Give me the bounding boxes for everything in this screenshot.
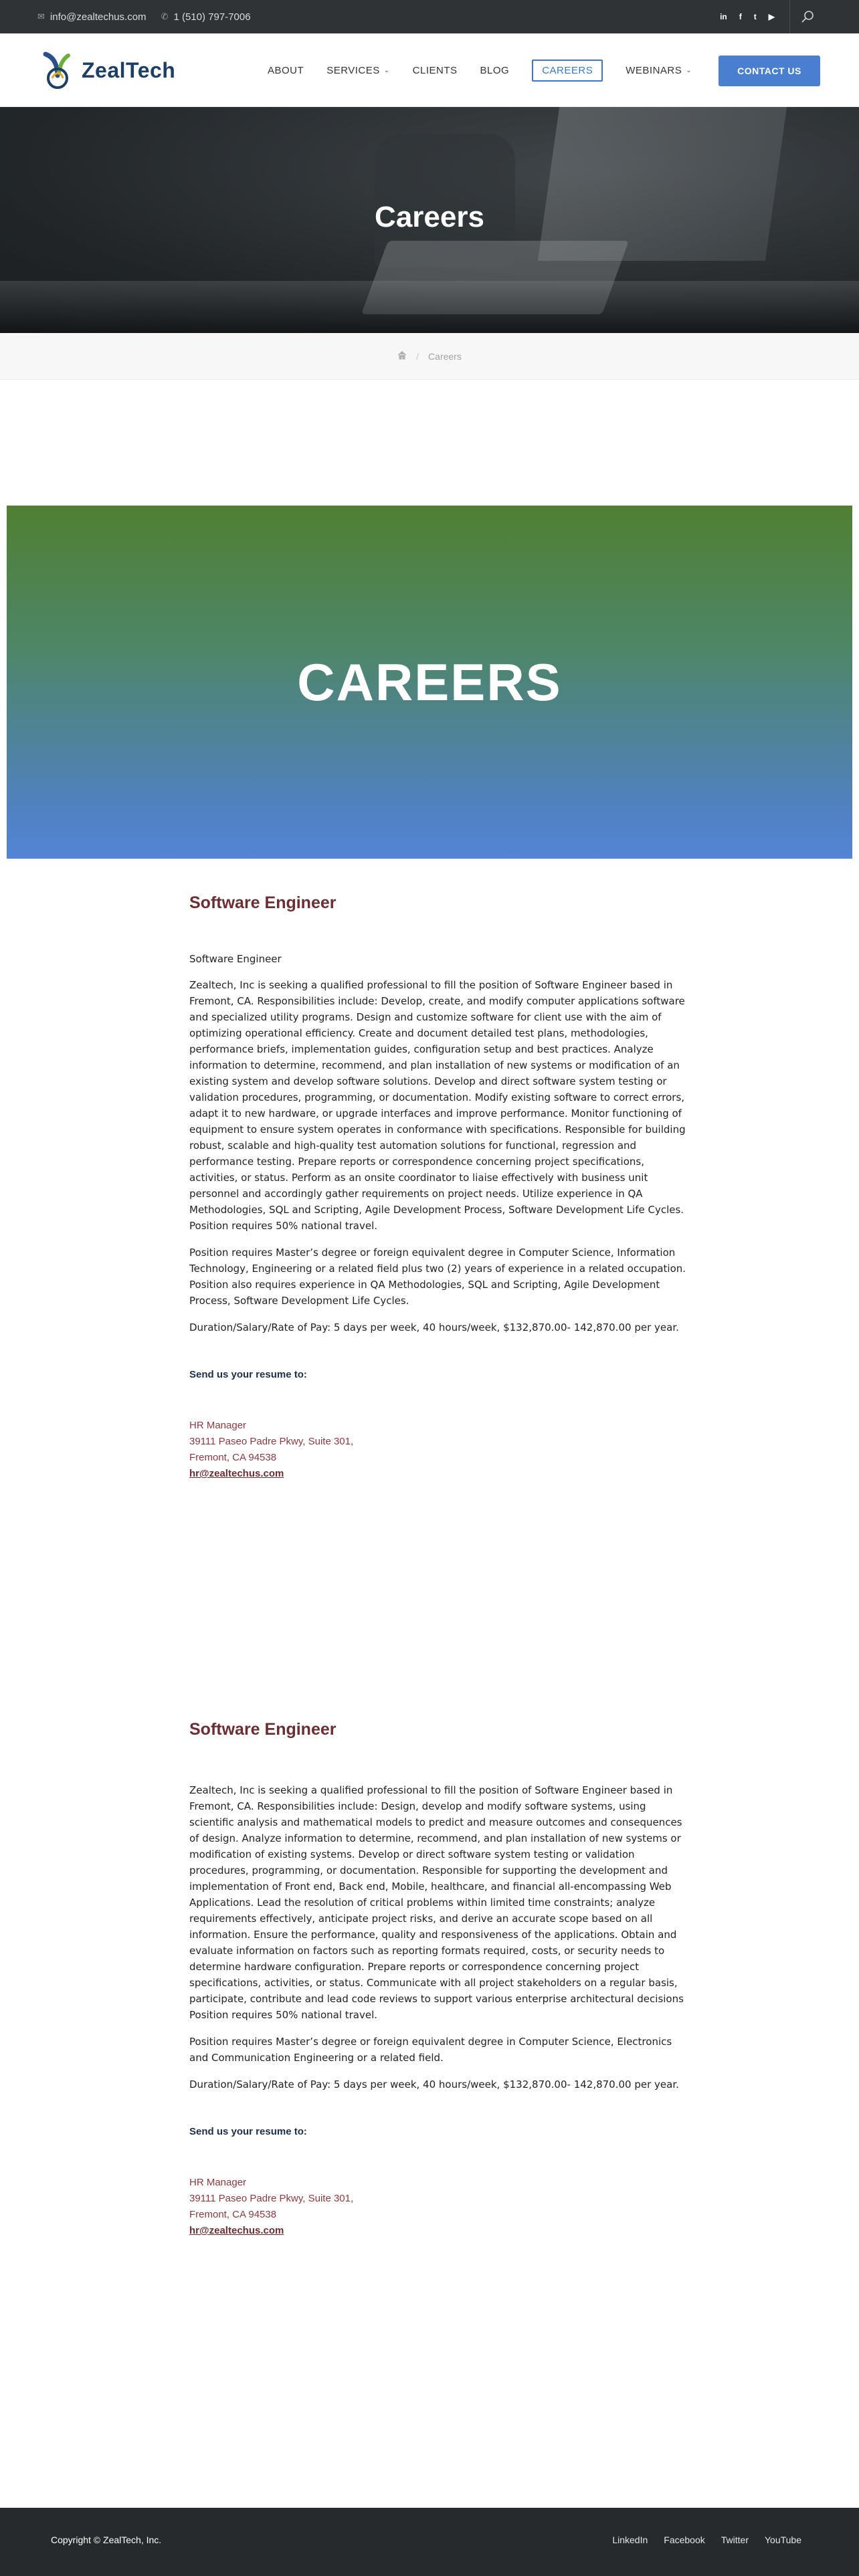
contact-address	[189, 2175, 690, 2239]
nav-about[interactable]	[268, 65, 304, 76]
phone-link[interactable]	[161, 11, 251, 23]
copyright: Copyright © ZealTech, Inc.	[51, 2535, 162, 2545]
job-subtitle: Software Engineer	[189, 953, 282, 965]
job-title: Software Engineer	[189, 893, 337, 912]
home-icon[interactable]	[397, 350, 407, 362]
job-posting	[189, 1720, 690, 2239]
job-title: Software Engineer	[189, 1720, 337, 1739]
footer-link-youtube[interactable]: YouTube	[764, 2535, 801, 2545]
breadcrumb-separator: /	[416, 350, 419, 362]
footer-links	[612, 2535, 801, 2545]
site-footer	[0, 2508, 859, 2576]
brand-name: ZealTech	[82, 58, 176, 82]
address-line: Fremont, CA 94538	[189, 2209, 277, 2220]
envelope-icon: ✉	[37, 11, 45, 21]
top-bar	[0, 0, 859, 33]
send-resume-heading: Send us your resume to:	[189, 2126, 307, 2137]
footer-link-linkedin[interactable]: LinkedIn	[612, 2535, 648, 2545]
linkedin-icon[interactable]: in	[720, 12, 727, 21]
breadcrumb	[0, 333, 859, 380]
site-header	[0, 33, 859, 107]
nav-label: SERVICES	[326, 64, 380, 76]
job-pay: Duration/Salary/Rate of Pay: 5 days per week, 40 hours/week, $132,870.00- 142,870.00 per year.	[189, 1321, 679, 1333]
banner-title: CAREERS	[297, 652, 562, 712]
send-resume-heading: Send us your resume to:	[189, 1369, 307, 1380]
footer-link-twitter[interactable]: Twitter	[721, 2535, 749, 2545]
nav-services[interactable]	[326, 65, 389, 76]
social-links	[720, 0, 775, 33]
youtube-icon[interactable]: ▶	[768, 12, 775, 21]
main-nav	[268, 33, 692, 107]
job-requirements: Position requires Master’s degree or foreign equivalent degree in Computer Science, Information Technology, Engineering or a related field plus two (2) years of experience in a related occupation. Position also requires experience in QA Methodologies, SQL and Scripting, Agile Development Process, Software Development Life Cycles.	[189, 1247, 686, 1307]
email-text: info@zealtechus.com	[50, 11, 147, 23]
job-pay: Duration/Salary/Rate of Pay: 5 days per week, 40 hours/week, $132,870.00- 142,870.00 per year.	[189, 2078, 679, 2090]
chevron-down-icon: ⌄	[383, 66, 390, 74]
job-posting	[189, 893, 690, 1482]
nav-label: CLIENTS	[412, 64, 458, 76]
page-title: Careers	[375, 201, 484, 233]
contact-address	[189, 1418, 690, 1482]
topbar-divider	[789, 0, 790, 33]
logo[interactable]	[39, 48, 175, 92]
email-link[interactable]	[37, 11, 147, 23]
careers-banner	[7, 506, 852, 859]
nav-label: WEBINARS	[626, 64, 682, 76]
nav-blog[interactable]	[480, 65, 510, 76]
address-line: 39111 Paseo Padre Pkwy, Suite 301,	[189, 1436, 354, 1447]
contact-info	[37, 0, 251, 33]
nav-label: BLOG	[480, 64, 510, 76]
nav-label: CAREERS	[542, 64, 593, 76]
address-line: Fremont, CA 94538	[189, 1452, 277, 1463]
contact-us-button[interactable]: CONTACT US	[719, 56, 820, 86]
footer-link-facebook[interactable]: Facebook	[664, 2535, 705, 2545]
facebook-icon[interactable]: f	[739, 12, 742, 21]
nav-careers[interactable]	[532, 60, 603, 82]
logo-mark-icon	[39, 49, 76, 92]
contact-name: HR Manager	[189, 2177, 247, 2188]
chevron-down-icon: ⌄	[686, 66, 692, 74]
job-description: Zealtech, Inc is seeking a qualified professional to fill the position of Software Engineer based in Fremont, CA. Responsibilities include: Develop, create, and modify computer applications software and specialized utility programs. Design and customize software for client use with the aim of optimizing operational efficiency. Create and document detailed test plans, methodologies, performance briefs, implementation guides, configuration setup and best practices. Analyze information to determine, recommend, and plan installation of new systems or modification of an existing system and develop software solutions. Develop and direct software system testing or validation procedures, programming, or documentation. Modify existing software to correct errors, adapt it to new hardware, or upgrade interfaces and improve performance. Monitor functioning of equipment to ensure system operates in conformance with specifications. Responsible for building robust, scalable and high-quality test automation solutions for functional, regression and performance testing. Prepare reports or correspondence concerning project specifications, activities, or status. Perform as an onsite coordinator to liaise effectively with business unit personnel and accordingly gather requirements on project needs. Utilize experience in QA Methodologies, SQL and Scripting, Agile Development Process, Software Development Life Cycles. Position requires 50% national travel.	[189, 979, 686, 1232]
contact-name: HR Manager	[189, 1420, 247, 1431]
address-line: 39111 Paseo Padre Pkwy, Suite 301,	[189, 2193, 354, 2204]
hr-email-link[interactable]: hr@zealtechus.com	[189, 1468, 284, 1479]
phone-icon: ✆	[161, 11, 169, 21]
nav-label: ABOUT	[268, 64, 304, 76]
phone-text: 1 (510) 797-7006	[173, 11, 251, 23]
hero-banner	[0, 107, 859, 333]
breadcrumb-current: Careers	[428, 350, 462, 362]
search-icon[interactable]	[800, 9, 816, 25]
job-requirements: Position requires Master’s degree or foreign equivalent degree in Computer Science, Electronics and Communication Engineering or a related field.	[189, 2036, 672, 2064]
nav-webinars[interactable]	[626, 65, 692, 76]
hr-email-link[interactable]: hr@zealtechus.com	[189, 2225, 284, 2236]
job-description: Zealtech, Inc is seeking a qualified professional to fill the position of Software Engineer based in Fremont, CA. Responsibilities include: Design, develop and modify software systems, using scientific analysis and mathematical models to predict and measure outcomes and consequences of design. Analyze information to determine, recommend, and plan installation of new systems or modification of existing systems. Develop or direct software system testing or validation procedures, programming, or documentation. Responsible for supporting the development and implementation of Front end, Back end, Mobile, healthcare, and financial all-encompassing Web Applications. Lead the resolution of critical problems within limited time constraints; analyze requirements effectively, anticipate project risks, and derive an accurate scope based on all information. Ensure the performance, quality and responsiveness of the applications. Obtain and evaluate information on factors such as reporting formats required, costs, or security needs to determine hardware configuration. Prepare reports or correspondence concerning project specifications, activities, or status. Communicate with all project stakeholders on a regular basis, participate, contribute and lead code reviews to support various enterprise architectural decisions Position requires 50% national travel.	[189, 1784, 684, 2021]
twitter-icon[interactable]: t	[753, 12, 757, 21]
nav-clients[interactable]	[413, 65, 458, 76]
